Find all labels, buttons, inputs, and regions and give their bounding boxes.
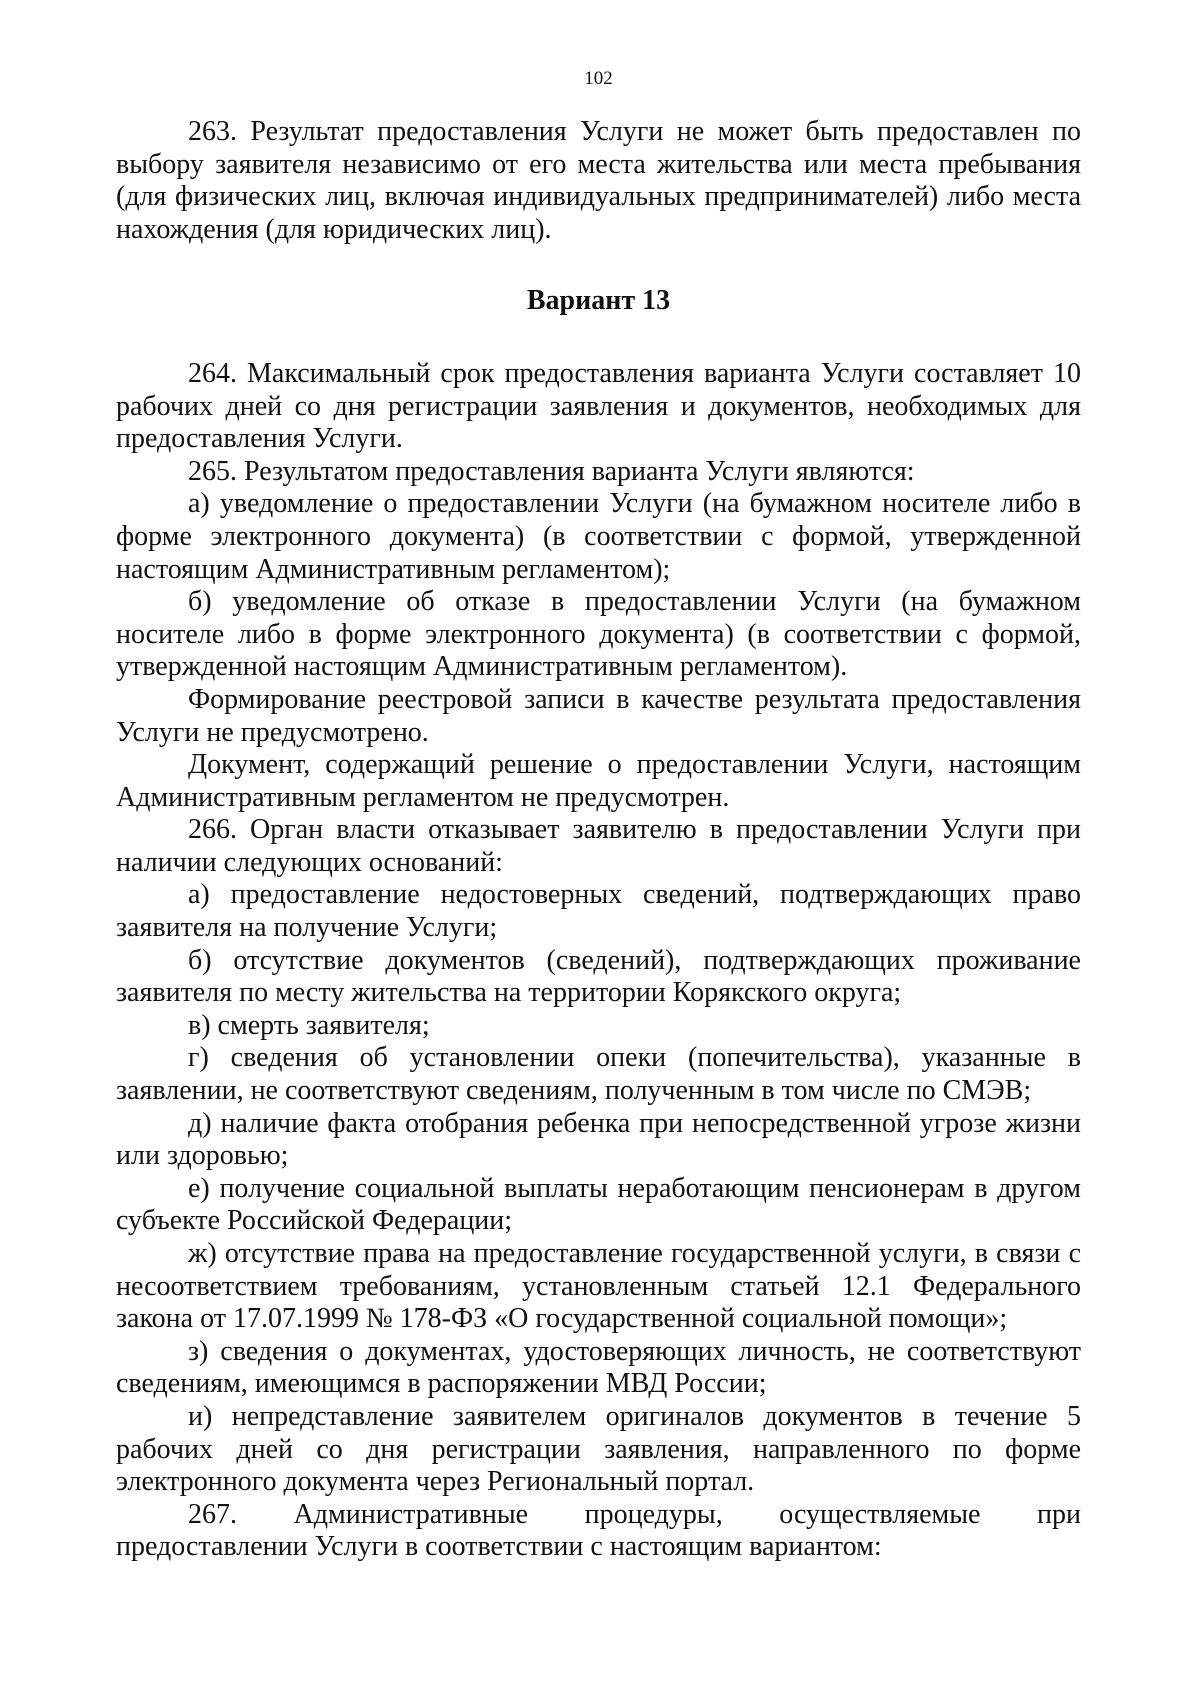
- list-item-266-e: е) получение социальной выплаты неработающим пенсионерам в другом субъекте Российской Федерации;: [116, 1172, 1081, 1237]
- page-number: 102: [584, 68, 613, 89]
- list-item-266-v: в) смерть заявителя;: [188, 1009, 430, 1041]
- document-body: [116, 116, 1081, 1564]
- paragraph-263: 263. Результат предоставления Услуги не может быть предоставлен по выбору заявителя независимо от его места жительства или места пребывания (для физических лиц, включая индивидуальных предпринимателей) либо места нахождения (для юридических лиц).: [116, 116, 1081, 245]
- list-item-265-a: а) уведомление о предоставлении Услуги (на бумажном носителе либо в форме электронного документа) (в соответствии с формой, утвержденной настоящим Административным регламентом);: [116, 488, 1081, 585]
- paragraph-decision-document: Документ, содержащий решение о предоставлении Услуги, настоящим Административным регламентом не предусмотрен.: [116, 749, 1081, 813]
- list-item-266-d: д) наличие факта отобрания ребенка при непосредственной угрозе жизни или здоровью;: [116, 1107, 1081, 1172]
- list-item-266-i: и) непредставление заявителем оригиналов документов в течение 5 рабочих дней со дня регистрации заявления, направленного по форме электронного документа через Региональный портал.: [116, 1400, 1081, 1498]
- paragraph-267: 267. Административные процедуры, осуществляемые при предоставлении Услуги в соответствии с настоящим вариантом:: [116, 1498, 1081, 1563]
- paragraph-265: 265. Результатом предоставления варианта Услуги являются:: [188, 455, 915, 487]
- paragraph-registry-record: Формирование реестровой записи в качестве результата предоставления Услуги не предусмотрено.: [116, 683, 1081, 748]
- section-heading: Вариант 13: [526, 285, 671, 317]
- paragraph-266: 266. Орган власти отказывает заявителю в предоставлении Услуги при наличии следующих оснований:: [116, 814, 1081, 878]
- list-item-265-b: б) уведомление об отказе в предоставлении Услуги (на бумажном носителе либо в форме электронного документа) (в соответствии с формой, утвержденной настоящим Административным регламентом).: [116, 586, 1081, 683]
- paragraph-264: 264. Максимальный срок предоставления варианта Услуги составляет 10 рабочих дней со дня регистрации заявления и документов, необходимых для предоставления Услуги.: [116, 357, 1081, 455]
- list-item-266-g: г) сведения об установлении опеки (попечительства), указанные в заявлении, не соответствуют сведениям, полученным в том числе по СМЭВ;: [116, 1042, 1081, 1107]
- list-item-266-z: з) сведения о документах, удостоверяющих личность, не соответствуют сведениям, имеющимся в распоряжении МВД России;: [116, 1335, 1081, 1400]
- list-item-266-a: а) предоставление недостоверных сведений, подтверждающих право заявителя на получение Услуги;: [116, 879, 1081, 944]
- list-item-266-zh: ж) отсутствие права на предоставление государственной услуги, в связи с несоответствием требованиям, установленным статьей 12.1 Федерального закона от 17.07.1999 № 178-ФЗ «О государственной социальной помощи»;: [116, 1238, 1081, 1335]
- list-item-266-b: б) отсутствие документов (сведений), подтверждающих проживание заявителя по месту жительства на территории Корякского округа;: [116, 944, 1081, 1009]
